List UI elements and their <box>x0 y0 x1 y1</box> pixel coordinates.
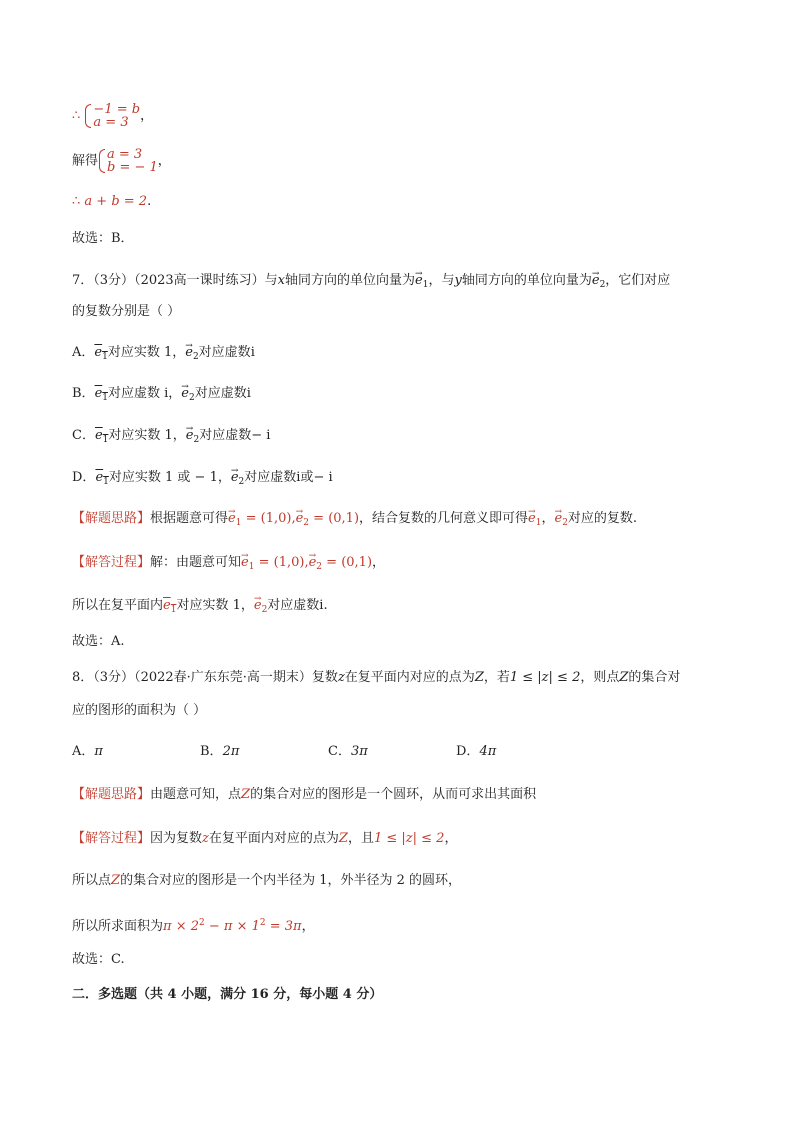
subscript: 1 <box>102 393 108 403</box>
inequality: 1 ≤ |z| ≤ 2 <box>509 670 581 685</box>
stem-text: ，则点 <box>580 670 620 685</box>
q8-option-c <box>328 742 456 762</box>
vector-e2 <box>181 386 189 401</box>
inequality: 1 ≤ |z| ≤ 2 <box>373 831 445 846</box>
option-value: π <box>94 744 103 759</box>
therefore-symbol: ∴ <box>72 194 81 209</box>
section-title: 二．多选题（共 4 小题，满分 16 分，每小题 4 分） <box>72 987 383 1002</box>
vec-letter: e <box>95 470 104 485</box>
option-tail: − i <box>251 428 271 443</box>
sum-expression: a + b = 2 <box>84 194 148 209</box>
process-text: 的集合对应的图形是一个内半径为 1，外半径为 2 的圆环， <box>120 873 462 888</box>
vector-e2 <box>592 273 600 288</box>
subscript: 1 <box>170 605 177 615</box>
q8-process-line3 <box>72 913 315 937</box>
option-value: 4π <box>479 744 497 759</box>
option-tail: i <box>246 386 251 401</box>
option-label: D． <box>456 744 480 759</box>
vec-letter: e <box>591 273 600 288</box>
option-text: 对应虚数 <box>194 386 247 401</box>
vector-e1 <box>415 273 423 288</box>
q6-sum-line <box>72 192 151 212</box>
area-part: − π × 1 <box>204 919 260 934</box>
vector-e2 <box>185 345 193 360</box>
vec-value: = (0,1) <box>326 555 373 570</box>
q8-option-b <box>200 742 328 762</box>
option-label: D． <box>72 470 96 485</box>
vec-letter: e <box>253 598 262 613</box>
stem-text: 轴同方向的单位向量为 <box>461 273 592 288</box>
q8-process-line2 <box>72 871 461 891</box>
subscript: 1 <box>422 280 429 290</box>
option-text: 对应实数 1 或 − 1， <box>108 470 231 485</box>
process-text: 对应实数 1， <box>176 598 254 613</box>
punct: . <box>147 194 152 209</box>
q7-stem-line1 <box>72 271 670 295</box>
q8-options <box>72 742 584 762</box>
vector-e1 <box>95 386 108 401</box>
process-tag: 【解答过程】 <box>72 555 151 570</box>
stem-text: 的集合对 <box>628 670 681 685</box>
var-x: x <box>277 273 286 288</box>
idea-text: ， <box>541 511 555 526</box>
option-label: A． <box>72 345 95 360</box>
vector-equation <box>228 511 359 526</box>
subscript: 2 <box>316 562 323 572</box>
option-label: B． <box>200 744 223 759</box>
area-part: π × 2 <box>163 919 199 934</box>
var-Z: Z <box>474 670 484 685</box>
subscript: 1 <box>103 477 109 487</box>
process-text: 因为复数 <box>150 831 203 846</box>
subscript: 2 <box>189 393 195 403</box>
vector-e1 <box>94 345 107 360</box>
area-expression <box>163 919 302 934</box>
q6-solution-line <box>72 148 171 174</box>
area-part: = 3π <box>265 919 302 934</box>
system-row: b = − 1 <box>107 160 158 175</box>
vector-e2 <box>231 470 239 485</box>
stem-text: ，它们对应 <box>605 273 671 288</box>
subscript: 1 <box>248 562 255 572</box>
q8-option-d <box>456 742 584 762</box>
q7-option-b <box>72 384 251 408</box>
process-text: ， <box>444 831 458 846</box>
var-Z: Z <box>338 831 348 846</box>
vec-letter: e <box>163 598 171 613</box>
q6-system-line <box>72 103 153 129</box>
option-label: C． <box>328 744 351 759</box>
vec-letter: e <box>295 511 304 526</box>
vec-letter: e <box>94 386 103 401</box>
vector-e1 <box>95 428 108 443</box>
solve-label: 解得 <box>72 153 99 169</box>
stem-text: 轴同方向的单位向量为 <box>285 273 416 288</box>
punct: ， <box>140 108 154 124</box>
system-row: a = 3 <box>107 147 143 162</box>
idea-text: 的集合对应的图形是一个圆环，从而可求出其面积 <box>250 787 537 802</box>
option-text: 对应虚数 <box>199 428 252 443</box>
therefore-symbol: ∴ <box>72 108 81 124</box>
q7-idea <box>72 509 637 533</box>
vector-e1 <box>163 598 176 613</box>
system-row: −1 = b <box>93 102 141 117</box>
vec-letter: e <box>415 273 423 288</box>
var-y: y <box>454 273 462 288</box>
system-row: a = 3 <box>93 115 129 130</box>
process-tag: 【解答过程】 <box>72 831 151 846</box>
q7-option-d <box>72 468 333 492</box>
vec-value: = (1,0), <box>258 555 309 570</box>
vec-value: = (0,1) <box>313 511 360 526</box>
question-number: 8． <box>72 670 94 685</box>
var-Z: Z <box>619 670 629 685</box>
subscript: 2 <box>192 352 199 362</box>
subscript: 2 <box>562 518 568 528</box>
question-source: （2022春·广东东莞·高一期末） <box>134 670 312 685</box>
option-label: A． <box>72 744 95 759</box>
idea-text: ，结合复数的几何意义即可得 <box>359 511 529 526</box>
equation-system <box>84 103 140 129</box>
q8-idea <box>72 785 536 805</box>
idea-tag: 【解题思路】 <box>72 787 151 802</box>
subscript: 2 <box>599 280 606 290</box>
subscript: 2 <box>261 605 268 615</box>
process-text: ， <box>301 919 315 934</box>
var-z: z <box>202 831 209 846</box>
option-text: 对应虚数i或 <box>244 470 314 485</box>
stem-text: 在复平面内对应的点为 <box>344 670 475 685</box>
q8-process <box>72 829 457 849</box>
q8-answer: 故选：C. <box>72 952 125 967</box>
process-text: 对应虚数i. <box>267 598 328 613</box>
option-label: C． <box>72 428 95 443</box>
subscript: 1 <box>102 352 108 362</box>
q7-option-a <box>72 343 255 367</box>
vector-e1 <box>95 470 108 485</box>
vec-letter: e <box>185 345 193 360</box>
process-text: ， <box>372 555 386 570</box>
vec-letter: e <box>94 345 103 360</box>
question-source: （2023高一课时练习） <box>134 273 265 288</box>
solution-system <box>98 148 158 174</box>
option-value: 2π <box>222 744 240 759</box>
vec-letter: e <box>230 470 239 485</box>
process-text: 所以点 <box>72 873 112 888</box>
option-text: 对应实数 1， <box>108 428 186 443</box>
subscript: 2 <box>193 435 200 445</box>
subscript: 2 <box>238 477 245 487</box>
subscript: 1 <box>102 435 109 445</box>
q6-answer: 故选：B． <box>72 231 134 246</box>
vec-letter: e <box>228 511 236 526</box>
q7-process <box>72 553 385 577</box>
vector-e2 <box>186 428 194 443</box>
q7-answer: 故选：A. <box>72 634 125 649</box>
var-z: z <box>337 670 345 685</box>
superscript: 2 <box>199 918 205 928</box>
option-text: 对应虚数 <box>198 345 251 360</box>
var-Z: Z <box>111 873 121 888</box>
stem-text: 与 <box>264 273 278 288</box>
vec-letter: e <box>94 428 103 443</box>
option-label: B． <box>72 386 95 401</box>
stem-text: ，若 <box>483 670 510 685</box>
option-value: 3π <box>350 744 368 759</box>
process-text: 解：由题意可知 <box>150 555 242 570</box>
vec-letter: e <box>185 428 194 443</box>
option-tail: − i <box>313 470 333 485</box>
vec-letter: e <box>181 386 189 401</box>
stem-text: 复数 <box>311 670 338 685</box>
stem-text: ，与 <box>428 273 455 288</box>
question-score: （3分） <box>93 670 135 685</box>
vec-value: = (1,0), <box>245 511 296 526</box>
option-text: 对应实数 1， <box>107 345 186 360</box>
process-text: 所以在复平面内 <box>72 598 164 613</box>
q8-stem-line1 <box>72 668 680 688</box>
punct: ， <box>157 153 171 169</box>
option-text: 对应虚数 i， <box>108 386 182 401</box>
q7-stem-line2: 的复数分别是（ ） <box>72 304 181 319</box>
question-score: （3分） <box>93 273 135 288</box>
option-tail: i <box>250 345 255 360</box>
vec-letter: e <box>241 555 249 570</box>
q7-process-line2 <box>72 596 328 620</box>
idea-tag: 【解题思路】 <box>72 511 151 526</box>
process-text: ，且 <box>347 831 374 846</box>
process-text: 在复平面内对应的点为 <box>208 831 339 846</box>
q7-option-c <box>72 426 270 450</box>
subscript: 1 <box>535 518 542 528</box>
idea-text: 由题意可知，点 <box>150 787 242 802</box>
superscript: 2 <box>259 918 266 928</box>
var-Z: Z <box>241 787 251 802</box>
vec-letter: e <box>308 555 317 570</box>
q8-option-a <box>72 742 200 762</box>
subscript: 1 <box>235 518 242 528</box>
question-number: 7． <box>72 273 94 288</box>
vector-equation <box>241 555 372 570</box>
idea-text: 对应的复数. <box>567 511 638 526</box>
process-text: 所以所求面积为 <box>72 919 164 934</box>
subscript: 2 <box>303 518 310 528</box>
idea-text: 根据题意可得 <box>150 511 229 526</box>
vec-letter: e <box>528 511 536 526</box>
q8-stem-line2: 应的图形的面积为（ ） <box>72 703 207 718</box>
vec-letter: e <box>554 511 563 526</box>
